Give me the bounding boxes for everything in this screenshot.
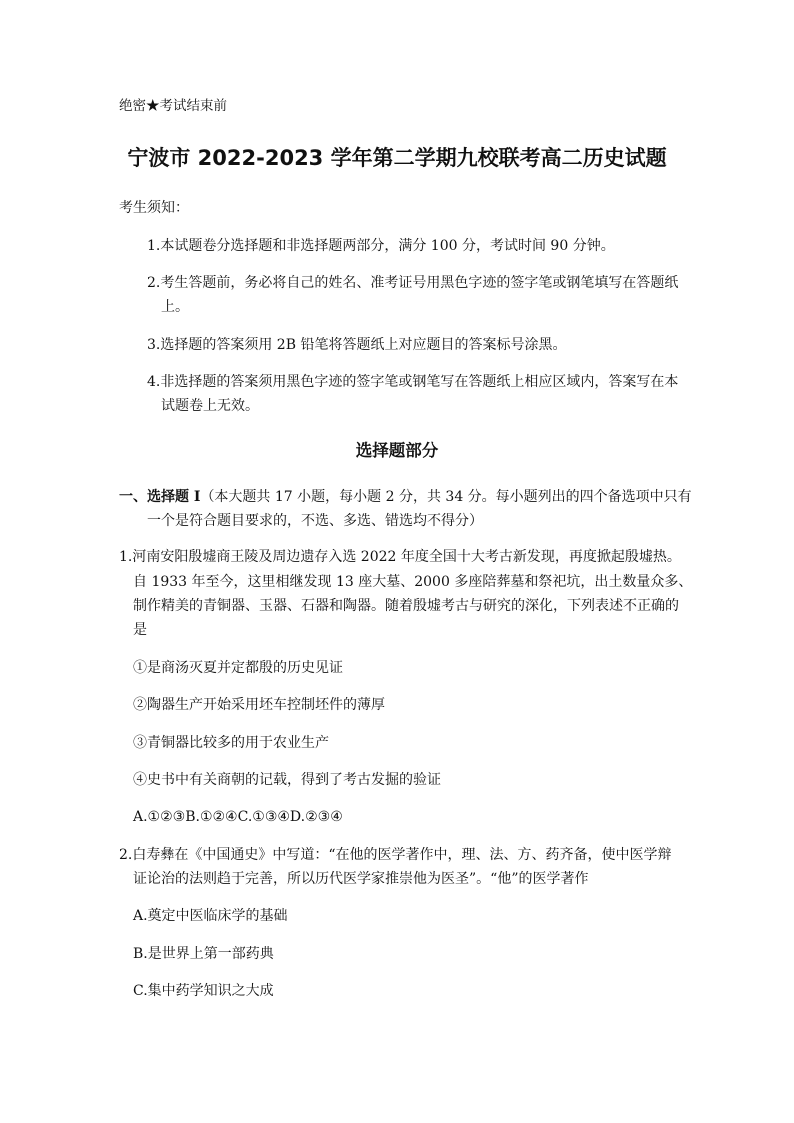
q2-option-c: C.集中药学知识之大成: [133, 983, 274, 999]
q1-statement-4: ④史书中有关商朝的记载，得到了考古发掘的验证: [133, 772, 441, 788]
q1-statement-3: ③青铜器比较多的用于农业生产: [133, 735, 329, 751]
q2-option-a: A.奠定中医临床学的基础: [133, 908, 288, 924]
q2-option-b: B.是世界上第一部药典: [133, 946, 274, 962]
page-title: 宁波市 2022-2023 学年第二学期九校联考高二历史试题: [127, 146, 667, 170]
q1-options: A.①②③B.①②④C.①③④D.②③④: [133, 809, 343, 825]
q1-statement-2: ②陶器生产开始采用坯车控制坯件的薄厚: [133, 697, 385, 713]
notice-heading: 考生须知：: [119, 200, 189, 216]
notice-item-2: 2.考生答题前，务必将自己的姓名、准考证号用黑色字迹的签字笔或钢笔填写在答题纸: [147, 275, 679, 291]
q1-line-3: 制作精美的青铜器、玉器、石器和陶器。随着殷墟考古与研究的深化，下列表述不正确的: [133, 598, 679, 614]
q1-line-4: 是: [133, 622, 147, 638]
part-desc: （本大题共 17 小题，每小题 2 分，共 34 分。每小题列出的四个备选项中只有: [200, 489, 692, 505]
notice-item-2-cont: 上。: [161, 299, 189, 315]
part-desc-cont: 一个是符合题目要求的，不选、多选、错选均不得分）: [147, 513, 483, 529]
notice-item-4-cont: 试题卷上无效。: [161, 398, 259, 414]
q2-line-2: 证论治的法则趋于完善，所以历代医学家推崇他为医圣”。“他”的医学著作: [133, 871, 589, 887]
notice-item-1: 1.本试题卷分选择题和非选择题两部分，满分 100 分，考试时间 90 分钟。: [147, 238, 615, 254]
q1-line-1: 1.河南安阳殷墟商王陵及周边遗存入选 2022 年度全国十大考古新发现，再度掀起殷墟热。: [119, 549, 681, 565]
part-intro: [119, 488, 692, 506]
confidential-mark: 绝密★考试结束前: [119, 98, 227, 114]
q1-statement-1: ①是商汤灭夏并定都殷的历史见证: [133, 660, 343, 676]
notice-item-4: 4.非选择题的答案须用黑色字迹的签字笔或钢笔写在答题纸上相应区域内，答案写在本: [147, 374, 679, 390]
q2-line-1: 2.白寿彝在《中国通史》中写道：“在他的医学著作中，理、法、方、药齐备，使中医学辩: [119, 847, 672, 863]
part-label: 一、选择题 Ⅰ: [119, 489, 201, 505]
notice-item-3: 3.选择题的答案须用 2B 铅笔将答题纸上对应题目的答案标号涂黑。: [147, 337, 567, 353]
section-title: 选择题部分: [355, 441, 439, 460]
q1-line-2: 自 1933 年至今，这里相继发现 13 座大墓、2000 多座陪葬墓和祭祀坑，出土数量众多、: [133, 574, 693, 590]
